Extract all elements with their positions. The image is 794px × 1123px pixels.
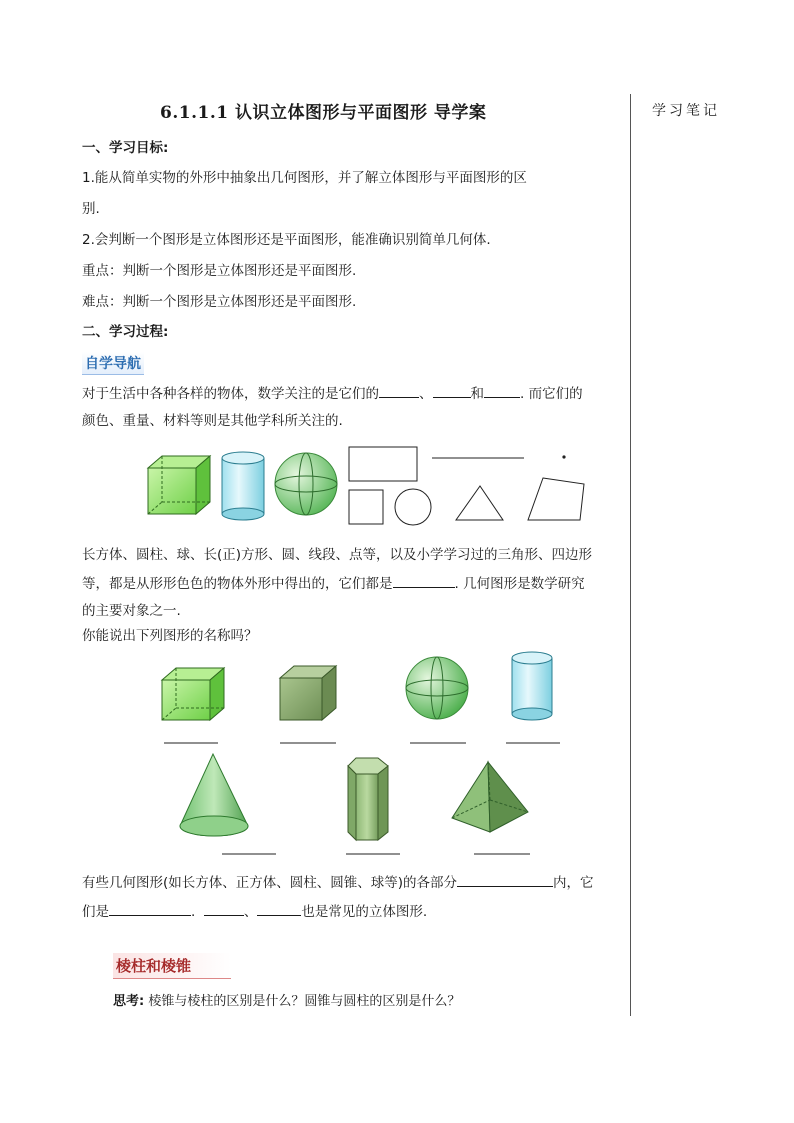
key-point: 重点：判断一个图形是立体图形还是平面图形. (82, 263, 357, 279)
quadrilateral-shape (528, 478, 584, 520)
section-heading-process: 二、学习过程: (82, 324, 169, 340)
blank-5[interactable] (457, 872, 553, 887)
solid-cylinder (512, 652, 552, 720)
solid-cuboid (162, 668, 224, 720)
notes-divider (630, 94, 631, 1016)
paragraph-1-line-1 (82, 383, 583, 404)
separator: 、 (419, 386, 433, 402)
cylinder-shape (222, 452, 264, 520)
self-study-badge: 自学导航 (82, 352, 144, 375)
question-text: 你能说出下列图形的名称吗？ (82, 628, 258, 644)
paragraph-2-line-1: 长方体、圆柱、球、长(正)方形、圆、线段、点等，以及小学学习过的三角形、四边形 (82, 547, 593, 563)
goal-2: 2.会判断一个图形是立体图形还是平面图形，能准确识别简单几何体. (82, 232, 491, 248)
solid-hexagonal-prism (348, 758, 388, 840)
blank-2[interactable] (433, 383, 471, 398)
solid-pyramid (452, 762, 528, 832)
think-text: 棱锥与棱柱的区别是什么？圆锥与圆柱的区别是什么？ (144, 994, 461, 1009)
circle-shape (395, 489, 431, 525)
paragraph-2-text-b: . 几何图形是数学研究 (454, 576, 585, 592)
paragraph-2-line-2 (82, 573, 585, 594)
point-shape (562, 455, 565, 458)
paragraph-3-text-c: 们是 (82, 904, 109, 920)
section-heading-goals: 一、学习目标: (82, 140, 169, 156)
paragraph-3-text-b: 内，它 (553, 875, 594, 891)
think-label: 思考: (113, 994, 145, 1009)
page-title: 6.1.1.1 认识立体图形与平面图形 导学案 (160, 103, 487, 123)
paragraph-3-text-d: 也是常见的立体图形. (301, 904, 428, 920)
solid-sphere (406, 657, 468, 719)
paragraph-3-line-1 (82, 872, 594, 893)
blank-3[interactable] (484, 383, 520, 398)
paragraph-3-text-a: 有些几何图形(如长方体、正方体、圆柱、圆锥、球等)的各部分 (82, 875, 458, 891)
paragraph-2-line-3: 的主要对象之一. (82, 603, 181, 619)
paragraph-3-period: . (191, 904, 196, 920)
think-question (113, 990, 460, 1009)
goal-1-line-1: 1.能从简单实物的外形中抽象出几何图形，并了解立体图形与平面图形的区 (82, 170, 527, 186)
paragraph-2-text-a: 等，都是从形形色色的物体外形中得出的，它们都是 (82, 576, 393, 592)
solids-naming-figure (150, 650, 570, 865)
difficulty: 难点：判断一个图形是立体图形还是平面图形. (82, 294, 357, 310)
solid-cone (180, 754, 248, 836)
goal-1-line-2: 别. (82, 201, 100, 217)
square-shape (349, 490, 383, 524)
paragraph-1-text-a: 对于生活中各种各样的物体，数学关注的是它们的 (82, 386, 379, 402)
blank-4[interactable] (393, 573, 455, 588)
separator-2: 、 (243, 904, 258, 920)
cuboid-shape (148, 456, 210, 514)
shapes-figure-row (140, 444, 600, 532)
separator-and: 和 (470, 386, 484, 402)
sphere-shape (275, 453, 337, 515)
blank-6[interactable] (109, 901, 191, 916)
prism-pyramid-badge: 棱柱和棱锥 (113, 953, 231, 979)
solid-cube (280, 666, 336, 720)
blank-8[interactable] (257, 901, 301, 916)
study-notes-label: 学习笔记 (652, 103, 720, 119)
paragraph-1-line-2: 颜色、重量、材料等则是其他学科所关注的. (82, 413, 343, 429)
blank-7[interactable] (204, 901, 244, 916)
rectangle-shape (349, 447, 417, 481)
paragraph-3-line-2 (82, 901, 427, 922)
triangle-shape (456, 486, 503, 520)
blank-1[interactable] (379, 383, 419, 398)
paragraph-1-text-b: . 而它们的 (520, 386, 583, 402)
